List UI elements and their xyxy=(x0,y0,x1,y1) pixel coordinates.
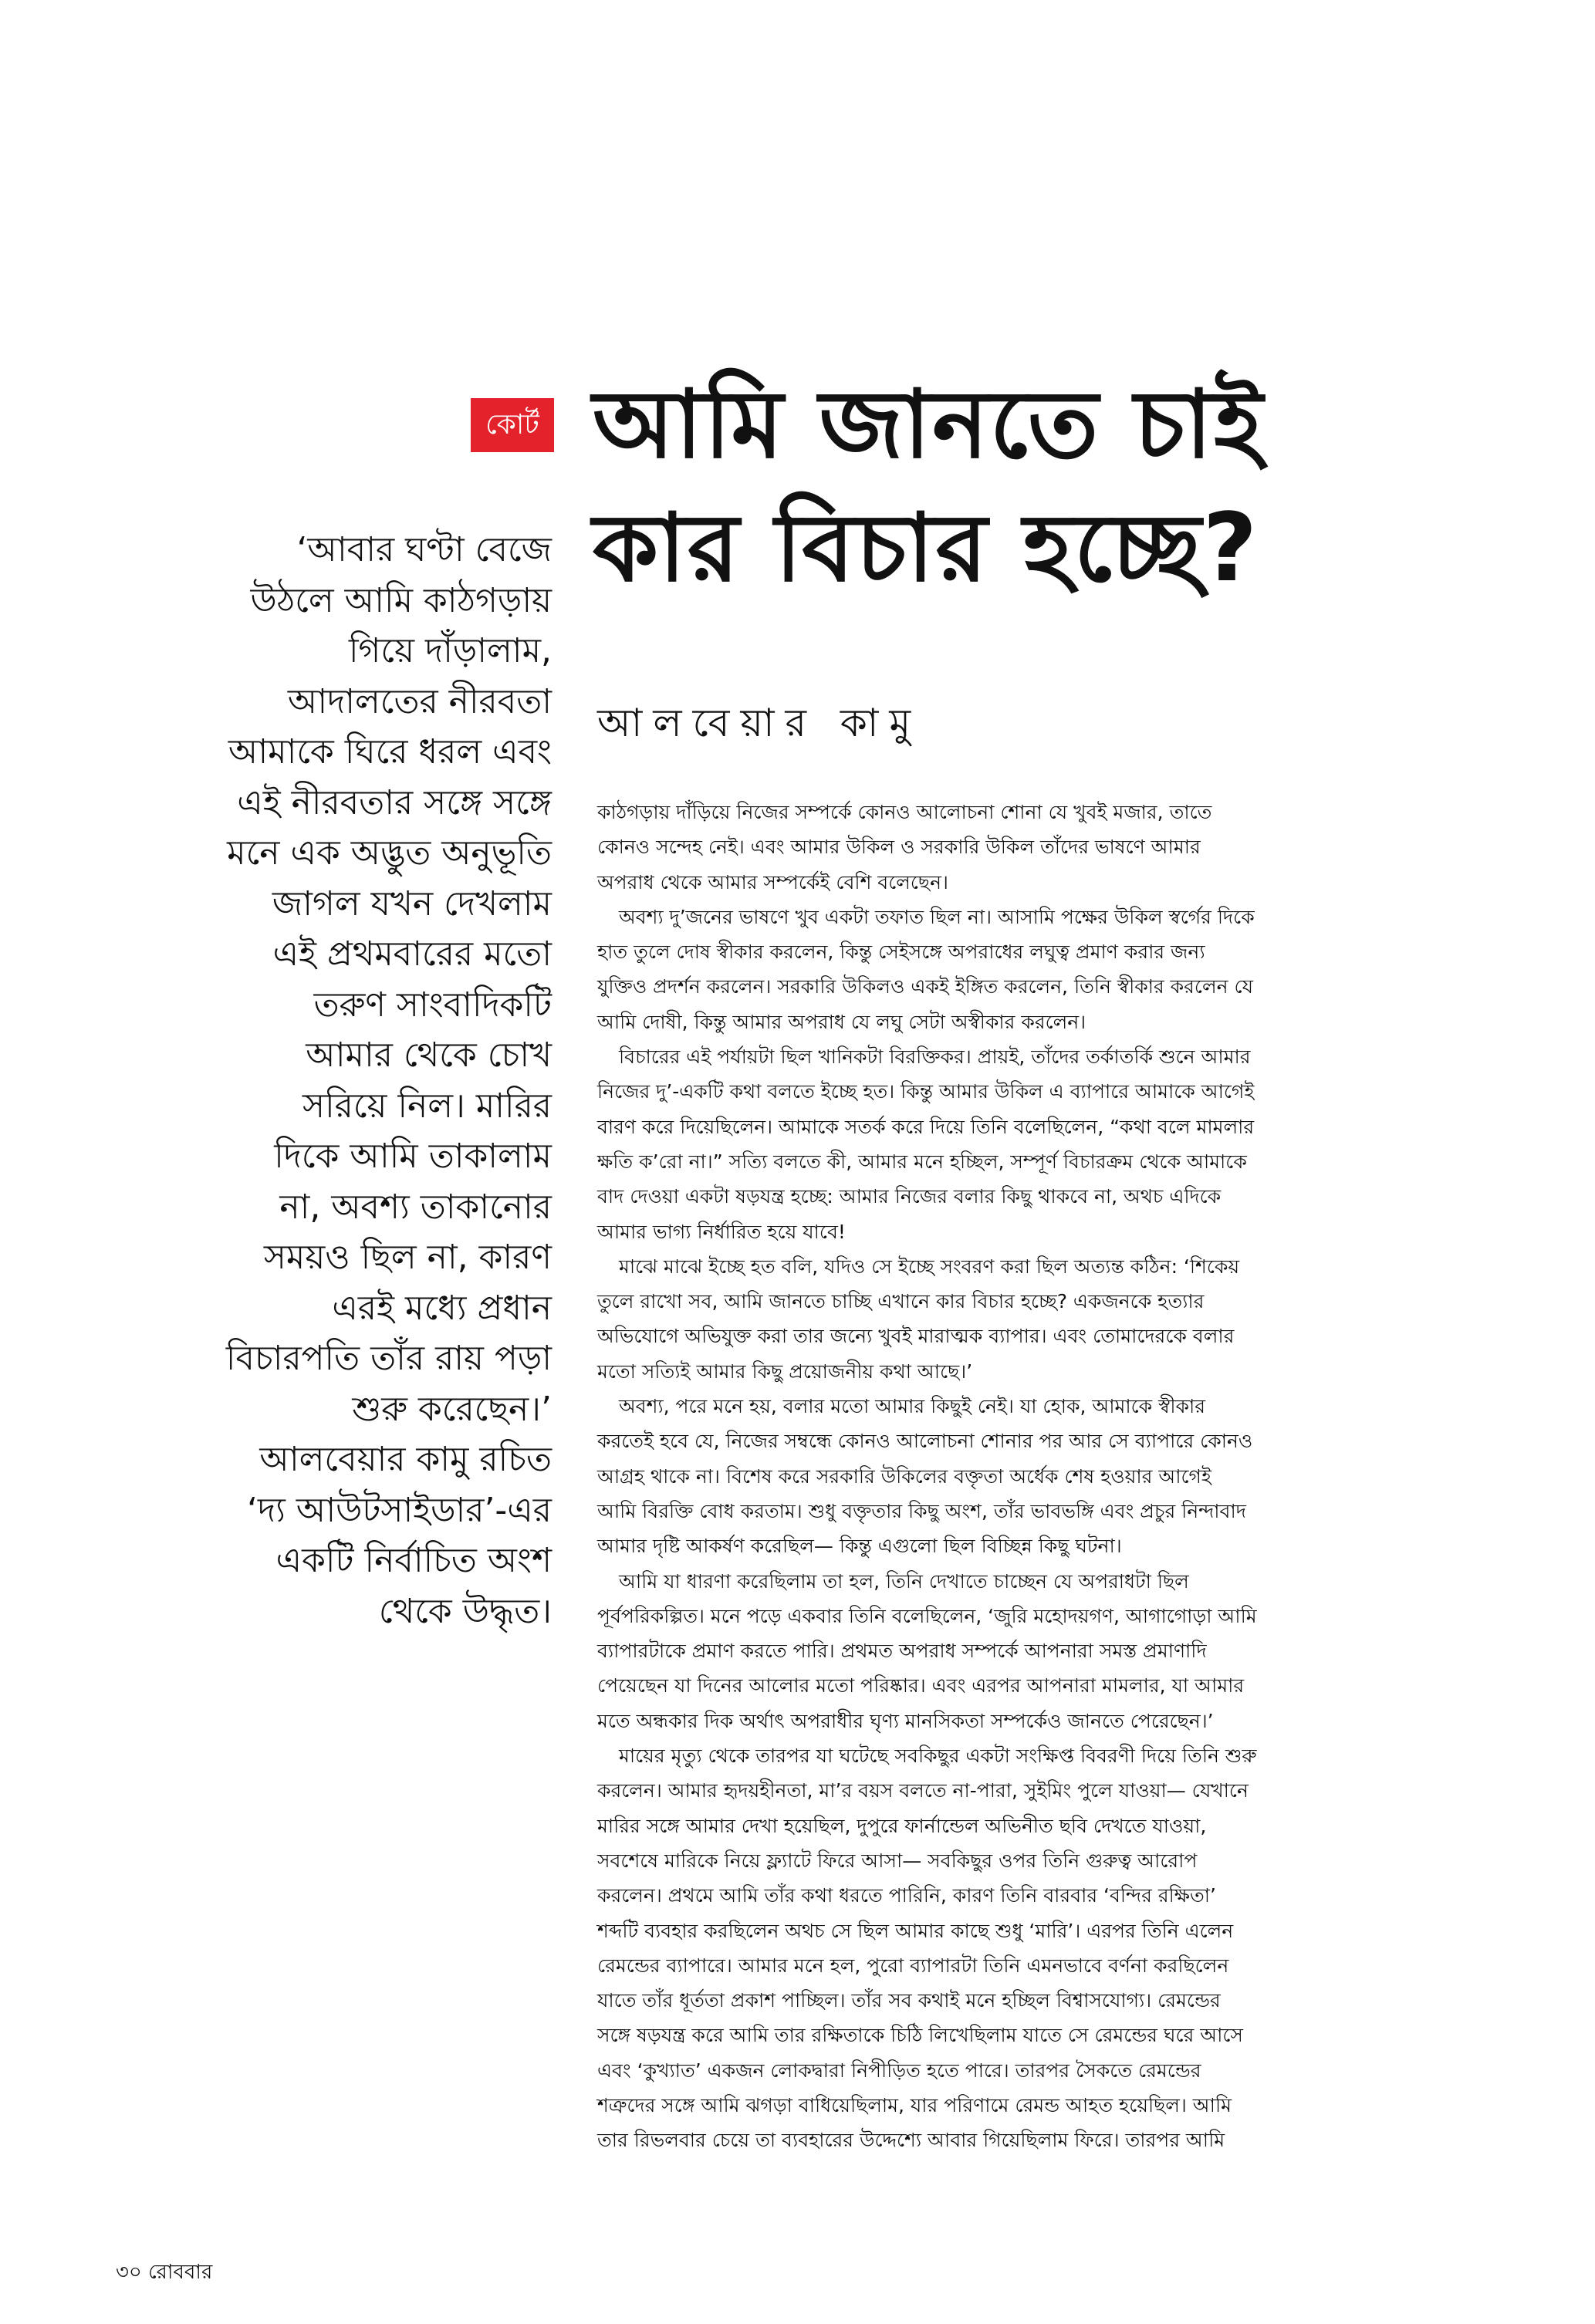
pullquote-line: এরই মধ্যে প্রধান xyxy=(332,1288,552,1328)
body-line: যুক্তিও প্রদর্শন করলেন। সরকারি উকিলও একই ইঙ্গিত করলেন, তিনি স্বীকার করলেন যে xyxy=(597,975,1254,998)
pullquote-line: না, অবশ্য তাকানোর xyxy=(279,1187,552,1227)
body-line: পূর্বপরিকল্পিত। মনে পড়ে একবার তিনি বলেছিলেন, ‘জুরি মহোদয়গণ, আগাগোড়া আমি xyxy=(597,1604,1257,1627)
body-line: করতেই হবে যে, নিজের সম্বন্ধে কোনও আলোচনা শোনার পর আর সে ব্যাপারে কোনও xyxy=(597,1430,1253,1453)
body-line: সবশেষে মারিকে নিয়ে ফ্ল্যাটে ফিরে আসা— সবকিছুর ওপর তিনি গুরুত্ব আরোপ xyxy=(597,1849,1198,1872)
body-line: এবং ‘কুখ্যাত’ একজন লোকদ্বারা নিপীড়িত হতে পারে। তারপর সৈকতে রেমন্ডের xyxy=(597,2059,1201,2082)
pullquote-line: উঠলে আমি কাঠগড়ায় xyxy=(250,580,552,620)
body-line: আমি বিরক্তি বোধ করতাম। শুধু বক্তৃতার কিছু অংশ, তাঁর ভাবভঙ্গি এবং প্রচুর নিন্দাবাদ xyxy=(597,1499,1246,1522)
body-line: ব্যাপারটাকে প্রমাণ করতে পারি। প্রথমত অপরাধ সম্পর্কে আপনারা সমস্ত প্রমাণাদি xyxy=(597,1640,1207,1663)
body-line: অপরাধ থেকে আমার সম্পর্কেই বেশি বলেছেন। xyxy=(597,870,948,893)
pullquote-line: আমাকে ঘিরে ধরল এবং xyxy=(228,732,552,772)
pullquote-line: জাগল যখন দেখলাম xyxy=(272,883,552,924)
body-line: করলেন। আমার হৃদয়হীনতা, মা’র বয়স বলতে না-পারা, সুইমিং পুলে যাওয়া— যেখানে xyxy=(597,1779,1249,1802)
article-body xyxy=(597,795,1462,2158)
body-line: আমার ভাগ্য নির্ধারিত হয়ে যাবে! xyxy=(597,1220,846,1243)
pullquote-line: ‘আবার ঘণ্টা বেজে xyxy=(296,530,552,569)
body-line: মতে অন্ধকার দিক অর্থাৎ অপরাধীর ঘৃণ্য মানসিকতা সম্পর্কেও জানতে পেরেছেন।’ xyxy=(597,1709,1214,1732)
headline-line-2: কার বিচার হচ্ছে? xyxy=(593,493,1259,603)
pullquote-line: মনে এক অদ্ভুত অনুভূতি xyxy=(227,833,552,873)
body-line: মারির সঙ্গে আমার দেখা হয়েছিল, দুপুরে ফার্নান্ডেল অভিনীত ছবি দেখতে যাওয়া, xyxy=(597,1814,1207,1837)
body-line: মতো সত্যিই আমার কিছু প্রয়োজনীয় কথা আছে।’ xyxy=(597,1360,973,1383)
body-line: ক্ষতি ক’রো না।” সত্যি বলতে কী, আমার মনে হচ্ছিল, সম্পূর্ণ বিচারক্রম থেকে আমাকে xyxy=(597,1150,1247,1173)
body-line: তুলে রাখো সব, আমি জানতে চাচ্ছি এখানে কার বিচার হচ্ছে? একজনকে হত্যার xyxy=(597,1290,1205,1313)
headline xyxy=(593,363,1519,610)
body-line: করলেন। প্রথমে আমি তাঁর কথা ধরতে পারিনি, কারণ তিনি বারবার ‘বন্দির রক্ষিতা’ xyxy=(597,1884,1216,1907)
page-footer: ৩০ রোববার xyxy=(116,2261,213,2284)
body-line: অবশ্য দু’জনের ভাষণে খুব একটা তফাত ছিল না। আসামি পক্ষের উকিল স্বর্গের দিকে xyxy=(619,905,1255,928)
body-line: আগ্রহ থাকে না। বিশেষ করে সরকারি উকিলের বক্তৃতা অর্ধেক শেষ হওয়ার আগেই xyxy=(597,1464,1211,1488)
body-line: আমি দোষী, কিন্তু আমার অপরাধ যে লঘু সেটা অস্বীকার করলেন। xyxy=(597,1010,1086,1033)
body-line: পেয়েছেন যা দিনের আলোর মতো পরিষ্কার। এবং এরপর আপনারা মামলার, যা আমার xyxy=(597,1674,1245,1697)
body-line: আমি যা ধারণা করেছিলাম তা হল, তিনি দেখাতে চাচ্ছেন যে অপরাধটা ছিল xyxy=(619,1569,1189,1593)
pullquote-line: আমার থেকে চোখ xyxy=(306,1035,552,1075)
body-line: কোনও সন্দেহ নেই। এবং আমার উকিল ও সরকারি উকিল তাঁদের ভাষণে আমার xyxy=(597,836,1201,859)
body-line: বারণ করে দিয়েছিলেন। আমাকে সতর্ক করে দিয়ে তিনি বলেছিলেন, “কথা বলে মামলার xyxy=(597,1115,1255,1138)
body-line: সঙ্গে ষড়যন্ত্র করে আমি তার রক্ষিতাকে চিঠি লিখেছিলাম যাতে সে রেমন্ডের ঘরে আসে xyxy=(597,2024,1243,2047)
pullquote-line: শুরু করেছেন।’ xyxy=(352,1389,552,1429)
body-line: অভিযোগে অভিযুক্ত করা তার জন্যে খুবই মারাত্মক ব্যাপার। এবং তোমাদেরকে বলার xyxy=(597,1325,1235,1348)
body-line: কাঠগড়ায় দাঁড়িয়ে নিজের সম্পর্কে কোনও আলোচনা শোনা যে খুবই মজার, তাতে xyxy=(597,801,1212,823)
pullquote-line: সরিয়ে নিল। মারির xyxy=(302,1086,552,1126)
pullquote-line: এই প্রথমবারের মতো xyxy=(272,934,552,974)
headline-line-1: আমি জানতে চাই xyxy=(593,370,1265,479)
pullquote-line: আদালতের নীরবতা xyxy=(287,681,552,721)
section-tag: কোর্ট xyxy=(471,398,554,452)
pullquote-line: এই নীরবতার সঙ্গে সঙ্গে xyxy=(237,782,552,823)
pullquote xyxy=(116,525,552,1637)
body-line: শব্দটি ব্যবহার করছিলেন অথচ সে ছিল আমার কাছে শুধু ‘মারি’। এরপর তিনি এলেন xyxy=(597,1919,1234,1942)
pullquote-line: বিচারপতি তাঁর রায় পড়া xyxy=(225,1339,552,1378)
body-line: যাতে তাঁর ধূর্ততা প্রকাশ পাচ্ছিল। তাঁর সব কথাই মনে হচ্ছিল বিশ্বাসযোগ্য। রেমন্ডের xyxy=(597,1989,1221,2012)
pullquote-line: থেকে উদ্ধৃত। xyxy=(378,1591,552,1631)
body-line: বাদ দেওয়া একটা ষড়যন্ত্র হচ্ছে: আমার নিজের বলার কিছু থাকবে না, অথচ এদিকে xyxy=(597,1185,1222,1208)
body-line: আমার দৃষ্টি আকর্ষণ করেছিল— কিন্তু এগুলো ছিল বিচ্ছিন্ন কিছু ঘটনা। xyxy=(597,1535,1122,1558)
pullquote-line: ‘দ্য আউটসাইডার’-এর xyxy=(246,1490,552,1530)
pullquote-line: দিকে আমি তাকালাম xyxy=(274,1137,552,1176)
pullquote-line: একটি নির্বাচিত অংশ xyxy=(275,1541,552,1580)
body-line: হাত তুলে দোষ স্বীকার করলেন, কিন্তু সেইসঙ্গে অপরাধের লঘুত্ব প্রমাণ করার জন্য xyxy=(597,941,1205,964)
byline: আলবেয়ার কামু xyxy=(597,701,922,745)
body-line: মায়ের মৃত্যু থেকে তারপর যা ঘটেছে সবকিছুর একটা সংক্ষিপ্ত বিবরণী দিয়ে তিনি শুরু xyxy=(619,1745,1257,1768)
body-line: নিজের দু’-একটি কথা বলতে ইচ্ছে হত। কিন্তু আমার উকিল এ ব্যাপারে আমাকে আগেই xyxy=(597,1080,1255,1103)
body-line: বিচারের এই পর্যায়টা ছিল খানিকটা বিরক্তিকর। প্রায়ই, তাঁদের তর্কাতর্কি শুনে আমার xyxy=(619,1045,1251,1069)
body-line: রেমন্ডের ব্যাপারে। আমার মনে হল, পুরো ব্যাপারটা তিনি এমনভাবে বর্ণনা করছিলেন xyxy=(597,1954,1229,1977)
pullquote-line: তরুণ সাংবাদিকটি xyxy=(313,985,552,1025)
body-line: শত্রুদের সঙ্গে আমি ঝগড়া বাধিয়েছিলাম, যার পরিণামে রেমন্ড আহত হয়েছিল। আমি xyxy=(597,2093,1232,2116)
pullquote-line: আলবেয়ার কামু রচিত xyxy=(259,1440,552,1479)
body-line: অবশ্য, পরে মনে হয়, বলার মতো আমার কিছুই নেই। যা হোক, আমাকে স্বীকার xyxy=(619,1395,1205,1418)
pullquote-line: সময়ও ছিল না, কারণ xyxy=(263,1238,552,1277)
pullquote-line: গিয়ে দাঁড়ালাম, xyxy=(348,631,552,671)
body-line: তার রিভলবার চেয়ে তা ব্যবহারের উদ্দেশ্যে আবার গিয়েছিলাম ফিরে। তারপর আমি xyxy=(597,2129,1225,2152)
body-line: মাঝে মাঝে ইচ্ছে হত বলি, যদিও সে ইচ্ছে সংবরণ করা ছিল অত্যন্ত কঠিন: ‘শিকেয় xyxy=(619,1255,1240,1278)
